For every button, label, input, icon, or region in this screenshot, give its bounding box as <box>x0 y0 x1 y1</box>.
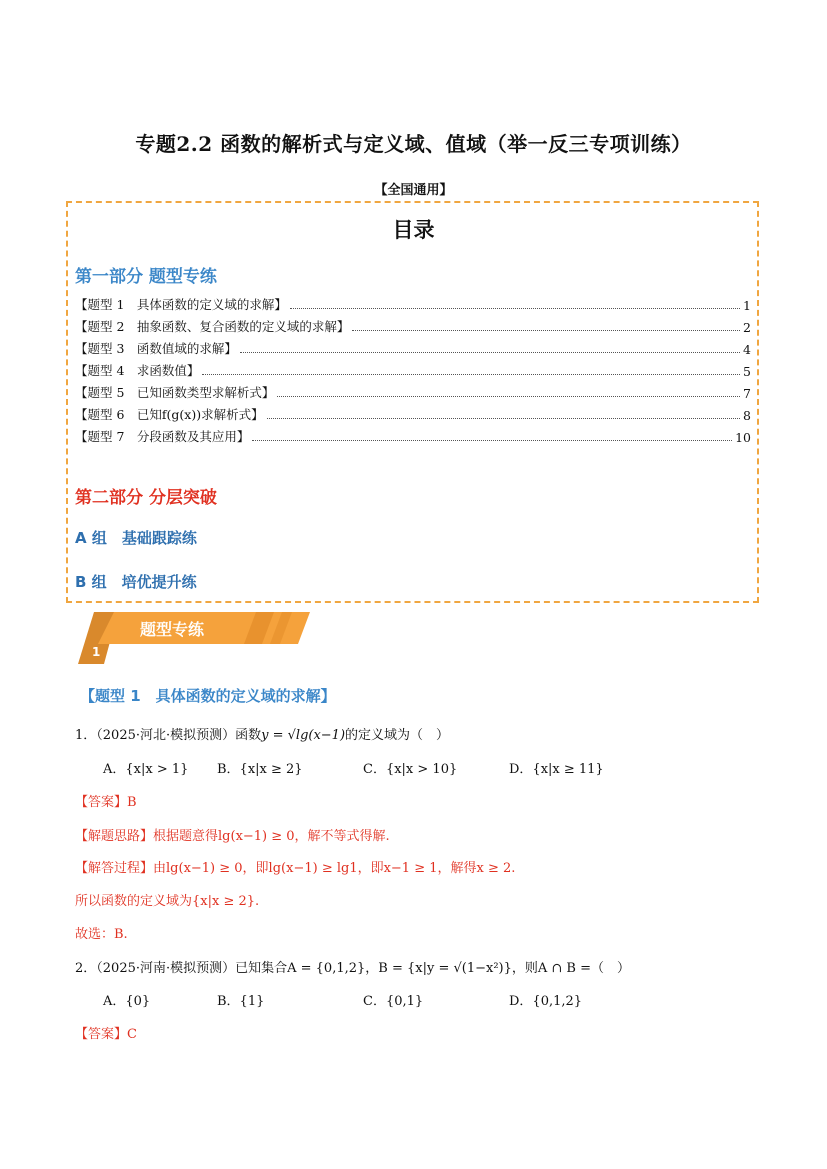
toc-item-page: 5 <box>743 364 751 379</box>
toc-item-label: 【题型 1 具体函数的定义域的求解】 <box>75 297 287 312</box>
q2-options <box>0 990 827 1010</box>
toc-item-label: 【题型 6 已知f(g(x))求解析式】 <box>75 407 264 422</box>
q2-option-b[interactable]: B．{1} <box>217 994 265 1009</box>
toc-item-page: 7 <box>743 386 751 401</box>
toc-item[interactable] <box>75 293 751 313</box>
toc-leader <box>240 352 740 353</box>
toc-item-page: 4 <box>743 342 751 357</box>
q2-stem: 2．（2025·河南·模拟预测）已知集合A = {0,1,2}，B = {x|y = √(1−x²)}，则A ∩ B =（ ） <box>75 961 631 976</box>
q1-stem-prefix: 1．（2025·河北·模拟预测）函数 <box>75 728 262 743</box>
q1-process <box>75 857 515 876</box>
q2-option-a[interactable]: A．{0} <box>103 994 151 1009</box>
toc-item-label: 【题型 5 已知函数类型求解析式】 <box>75 385 275 400</box>
toc-item[interactable] <box>75 425 751 445</box>
q1-stem-suffix: 的定义域为（ ） <box>345 728 450 743</box>
q1-answer-value: B <box>127 795 137 810</box>
toc-leader <box>202 374 740 375</box>
toc-item[interactable] <box>75 337 751 357</box>
toc-item-page: 1 <box>743 298 751 313</box>
q1-process-text: 由lg(x−1) ≥ 0，即lg(x−1) ≥ lg1，即x−1 ≥ 1，解得x ≥ 2. <box>153 861 516 876</box>
toc-item-label: 【题型 4 求函数值】 <box>75 363 200 378</box>
q1-option-a[interactable]: A．{x|x > 1} <box>103 762 189 777</box>
q1-idea-text: 根据题意得lg(x−1) ≥ 0，解不等式得解. <box>153 829 390 844</box>
toc-part1-heading: 第一部分 题型专练 <box>75 267 217 287</box>
toc-part2-heading: 第二部分 分层突破 <box>75 488 217 508</box>
q1-conclusion: 所以函数的定义域为{x|x ≥ 2}. <box>75 894 260 909</box>
q1-formula: y = √lg(x−1) <box>261 728 346 743</box>
toc-item[interactable] <box>75 403 751 423</box>
q2-answer-tag: 【答案】 <box>75 1027 128 1042</box>
toc-item[interactable] <box>75 359 751 379</box>
document-subtitle: 【全国通用】 <box>374 183 453 198</box>
q1-options <box>0 758 827 778</box>
section-banner <box>74 608 314 668</box>
toc-item-label: 【题型 3 函数值域的求解】 <box>75 341 237 356</box>
toc-item[interactable] <box>75 381 751 401</box>
toc-item[interactable] <box>75 315 751 335</box>
toc-leader <box>290 308 740 309</box>
toc-leader <box>267 418 740 419</box>
q2-answer <box>75 1023 137 1042</box>
q1-answer <box>75 791 137 810</box>
q1-option-b[interactable]: B．{x|x ≥ 2} <box>217 762 303 777</box>
q1-option-d[interactable]: D．{x|x ≥ 11} <box>509 762 604 777</box>
banner-number: 1 <box>92 645 101 659</box>
toc-leader <box>277 396 740 397</box>
q1-stem <box>75 724 449 743</box>
q2-answer-value: C <box>127 1027 137 1042</box>
toc-leader <box>252 440 732 441</box>
toc-item-page: 10 <box>735 430 751 445</box>
q1-process-tag: 【解答过程】 <box>75 861 154 876</box>
toc-item-label: 【题型 7 分段函数及其应用】 <box>75 429 250 444</box>
q1-choice: 故选：B. <box>75 927 128 942</box>
q1-idea-tag: 【解题思路】 <box>75 829 154 844</box>
toc-heading: 目录 <box>392 218 435 242</box>
document-title: 专题2.2 函数的解析式与定义域、值域（举一反三专项训练） <box>135 132 692 156</box>
toc-group-a[interactable]: A 组 基础跟踪练 <box>75 529 197 547</box>
toc-item-page: 8 <box>743 408 751 423</box>
toc-item-page: 2 <box>743 320 751 335</box>
section-heading: 【题型 1 具体函数的定义域的求解】 <box>80 687 336 705</box>
q1-option-c[interactable]: C．{x|x > 10} <box>363 762 458 777</box>
toc-leader <box>352 330 740 331</box>
q2-option-c[interactable]: C．{0,1} <box>363 994 424 1009</box>
q1-answer-tag: 【答案】 <box>75 795 128 810</box>
toc-item-label: 【题型 2 抽象函数、复合函数的定义域的求解】 <box>75 319 350 334</box>
q1-idea <box>75 825 390 844</box>
toc-group-b[interactable]: B 组 培优提升练 <box>75 573 197 591</box>
q2-option-d[interactable]: D．{0,1,2} <box>509 994 583 1009</box>
banner-label: 题型专练 <box>140 620 205 639</box>
